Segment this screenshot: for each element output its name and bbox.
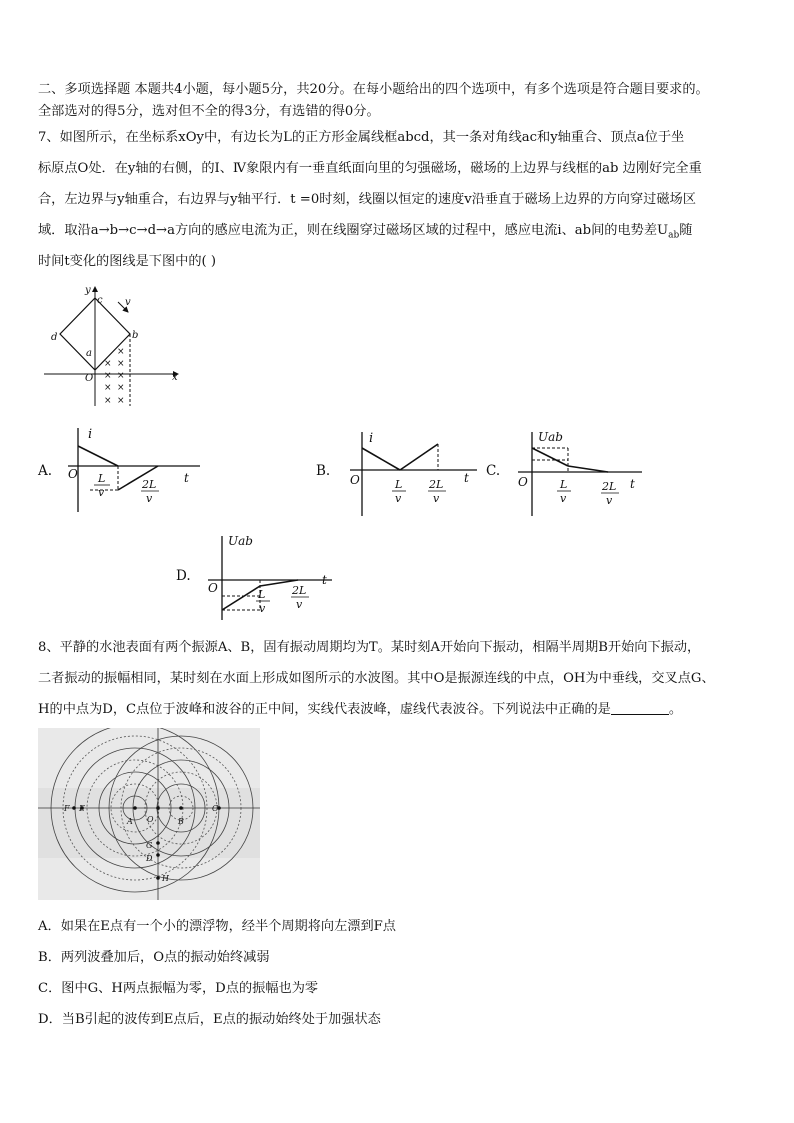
y-axis-label: Uab	[538, 430, 563, 444]
label-c: C	[212, 804, 219, 813]
field-mark: ×	[104, 383, 112, 393]
voltage-segment-1	[532, 448, 568, 466]
vertex-c-label: c	[97, 295, 103, 306]
q7-line4-sub: ab	[668, 230, 680, 241]
tick1-den: v	[259, 602, 266, 615]
label-f: F	[64, 804, 70, 813]
q7-line2: 标原点O处．在y轴的右侧，的Ⅰ、Ⅳ象限内有一垂直纸面向里的匀强磁场，磁场的上边界与线框的ab 边刚好完全重	[38, 161, 702, 176]
y-axis-label: i	[369, 431, 374, 446]
vertex-d-label: d	[51, 332, 58, 343]
label-b: B	[178, 817, 184, 826]
q7-line3: 合，左边界与y轴重合，右边界与y轴平行．t =0时刻，线圈以恒定的速度v沿垂直于磁场上边界的方向穿过磁场区	[38, 192, 696, 207]
label-o: O	[147, 815, 154, 824]
tick1-num: L	[98, 472, 106, 485]
tick2-den: v	[433, 492, 440, 505]
tick1-den: v	[560, 492, 567, 505]
x-axis-label: x	[172, 372, 178, 383]
field-mark: ×	[117, 383, 125, 393]
tick2-num: 2L	[429, 478, 444, 491]
tick2-num: 2L	[142, 478, 157, 491]
q7-option-a-graph	[60, 424, 205, 514]
q7-option-c-graph	[512, 426, 647, 518]
q8-line3-text: H的中点为D，C点位于波峰和波谷的正中间，实线代表波峰，虚线代表波谷。下列说法中正确的是	[38, 702, 611, 717]
q8-wave-interference-figure	[38, 728, 260, 900]
origin-label: O	[208, 581, 218, 595]
q7-line4-text: 域．取沿a→b→c→d→a方向的感应电流为正，则在线圈穿过磁场区域的过程中，感应电流i、ab间的电势差U	[38, 223, 669, 238]
tick1-num: L	[560, 478, 568, 491]
velocity-label: v	[125, 297, 131, 308]
q8-choice-b: B．两列波叠加后，O点的振动始终减弱	[38, 950, 270, 965]
origin-label: O	[518, 475, 528, 489]
tick2-den: v	[606, 494, 613, 507]
y-axis-label: i	[88, 427, 93, 442]
tick1-num: L	[258, 588, 266, 601]
field-mark: ×	[104, 396, 112, 406]
q7-line4-end: 随	[679, 223, 693, 238]
answer-blank	[611, 702, 669, 715]
y-axis-label: y	[85, 285, 91, 296]
field-mark: ×	[104, 359, 112, 369]
magnetic-field-marks	[104, 347, 125, 406]
tick2-den: v	[296, 598, 303, 611]
label-h: H	[162, 874, 169, 883]
label-e: E	[79, 804, 85, 813]
q8-choice-c: C．图中G、H两点振幅为零，D点的振幅也为零	[38, 981, 319, 996]
voltage-segment-2	[568, 466, 608, 472]
current-segment-1	[78, 446, 118, 466]
current-segment-1	[362, 448, 400, 470]
voltage-segment-1	[222, 586, 260, 610]
vertex-a-label: a	[86, 348, 92, 359]
tick2-num: 2L	[602, 480, 617, 493]
section-heading-line1: 二、多项选择题 本题共4小题，每小题5分，共20分。在每小题给出的四个选项中，有多个选项是符合题目要求的。	[38, 82, 709, 97]
q7-option-a-label: A.	[38, 463, 53, 479]
tick2-den: v	[146, 492, 153, 505]
q7-option-c-label: C.	[486, 463, 501, 479]
vertex-b-label: b	[132, 330, 139, 341]
q8-choice-d: D．当B引起的波传到E点后，E点的振动始终处于加强状态	[38, 1012, 381, 1027]
field-mark: ×	[104, 371, 112, 381]
q7-line4	[38, 219, 692, 241]
label-d: D	[146, 854, 153, 863]
origin-label: O	[85, 373, 94, 384]
label-a: A	[127, 817, 133, 826]
q7-option-d-graph	[202, 530, 337, 622]
field-mark: ×	[117, 396, 125, 406]
y-axis-label: Uab	[228, 534, 253, 548]
q8-line3-end: 。	[668, 702, 683, 717]
q8-line2: 二者振动的振幅相同，某时刻在水面上形成如图所示的水波图。其中O是振源连线的中点，OH为中垂线，交叉点G、	[38, 671, 715, 686]
tick2-num: 2L	[292, 584, 307, 597]
q8-choice-a: A．如果在E点有一个小的漂浮物，经半个周期将向左漂到F点	[38, 919, 396, 934]
field-mark: ×	[117, 347, 125, 357]
tick1-num: L	[395, 478, 403, 491]
section-heading-line2: 全部选对的得5分，选对但不全的得3分，有选错的得0分。	[38, 104, 380, 119]
origin-label: O	[68, 467, 78, 481]
t-axis-label: t	[630, 477, 635, 491]
q7-option-b-label: B.	[316, 463, 331, 479]
t-axis-label: t	[184, 471, 189, 485]
q7-square-frame-figure	[38, 282, 188, 410]
q8-line1: 8、平静的水池表面有两个振源A、B，固有振动周期均为T。某时刻A开始向下振动，相隔半周期B开始向下振动，	[38, 640, 701, 655]
tick1-den: v	[98, 486, 105, 499]
tick1-den: v	[395, 492, 402, 505]
q7-line5: 时间t变化的图线是下图中的( )	[38, 254, 217, 269]
t-axis-label: t	[464, 471, 469, 485]
origin-label: O	[350, 473, 360, 487]
t-axis-label: t	[322, 573, 327, 587]
q7-line1: 7、如图所示，在坐标系xOy中，有边长为L的正方形金属线框abcd，其一条对角线ac和y轴重合、顶点a位于坐	[38, 130, 685, 145]
field-mark: ×	[117, 359, 125, 369]
q7-option-b-graph	[342, 428, 482, 518]
field-mark: ×	[117, 371, 125, 381]
q7-option-d-label: D.	[176, 568, 191, 584]
current-segment-2	[400, 444, 438, 470]
q8-line3	[38, 698, 682, 717]
label-g: G	[146, 841, 153, 850]
